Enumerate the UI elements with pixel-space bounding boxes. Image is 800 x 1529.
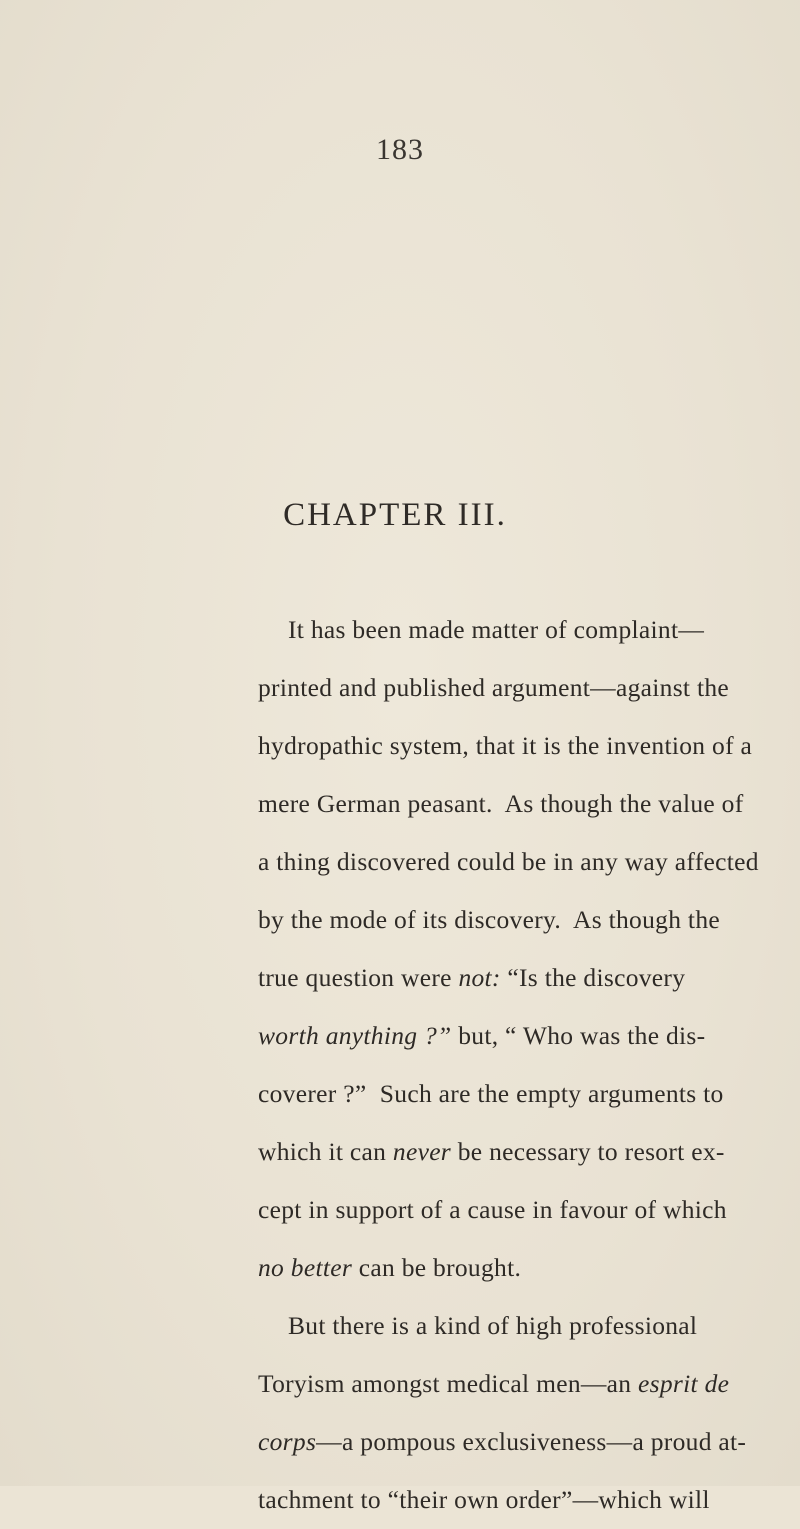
text-line (258, 949, 686, 1007)
text-segment: a thing discovered could be in any way affected (258, 847, 759, 876)
text-segment: But there is a kind of high professional (288, 1311, 698, 1340)
text-segment: coverer ?” Such are the empty arguments to (258, 1079, 724, 1108)
italic-text: esprit de (638, 1369, 730, 1398)
text-segment: by the mode of its discovery. As though the (258, 905, 720, 934)
text-segment: hydropathic system, that it is the invention of a (258, 731, 753, 760)
text-segment: tachment to “their own order”—which will (258, 1485, 710, 1514)
italic-text: no better (258, 1253, 353, 1282)
text-segment: printed and published argument—against the (258, 673, 730, 702)
text-segment: cept in support of a cause in favour of which (258, 1195, 727, 1224)
text-segment: true question were (258, 963, 459, 992)
text-segment: Toryism amongst medical men—an (258, 1369, 639, 1398)
text-segment: It has been made matter of complaint— (288, 615, 705, 644)
text-line (258, 1239, 652, 1297)
chapter-title: CHAPTER III. (283, 497, 507, 533)
text-line (258, 1181, 727, 1239)
text-line (258, 1065, 724, 1123)
italic-text: never (392, 1137, 452, 1166)
text-line (288, 1297, 698, 1355)
text-line (258, 717, 753, 775)
text-line (258, 775, 744, 833)
text-segment: but, “ Who was the dis- (451, 1021, 706, 1050)
text-line (258, 891, 720, 949)
text-line (258, 1471, 710, 1529)
italic-text: corps (258, 1427, 317, 1456)
text-segment: can be brought. (352, 1253, 522, 1282)
text-line (258, 1007, 706, 1065)
page-number: 183 (376, 133, 424, 166)
text-segment: —a pompous exclusiveness—a proud at- (316, 1427, 747, 1456)
text-segment: mere German peasant. As though the value of (258, 789, 744, 818)
text-segment: be necessary to resort ex- (451, 1137, 725, 1166)
text-line (288, 601, 705, 659)
text-line (258, 659, 730, 717)
text-line (258, 833, 759, 891)
text-segment: “Is the discovery (500, 963, 686, 992)
italic-text: worth anything ?” (258, 1021, 452, 1050)
text-line (258, 1123, 725, 1181)
text-segment: which it can (258, 1137, 393, 1166)
italic-text: not: (458, 963, 501, 992)
text-line (258, 1355, 730, 1413)
text-line (258, 1413, 747, 1471)
